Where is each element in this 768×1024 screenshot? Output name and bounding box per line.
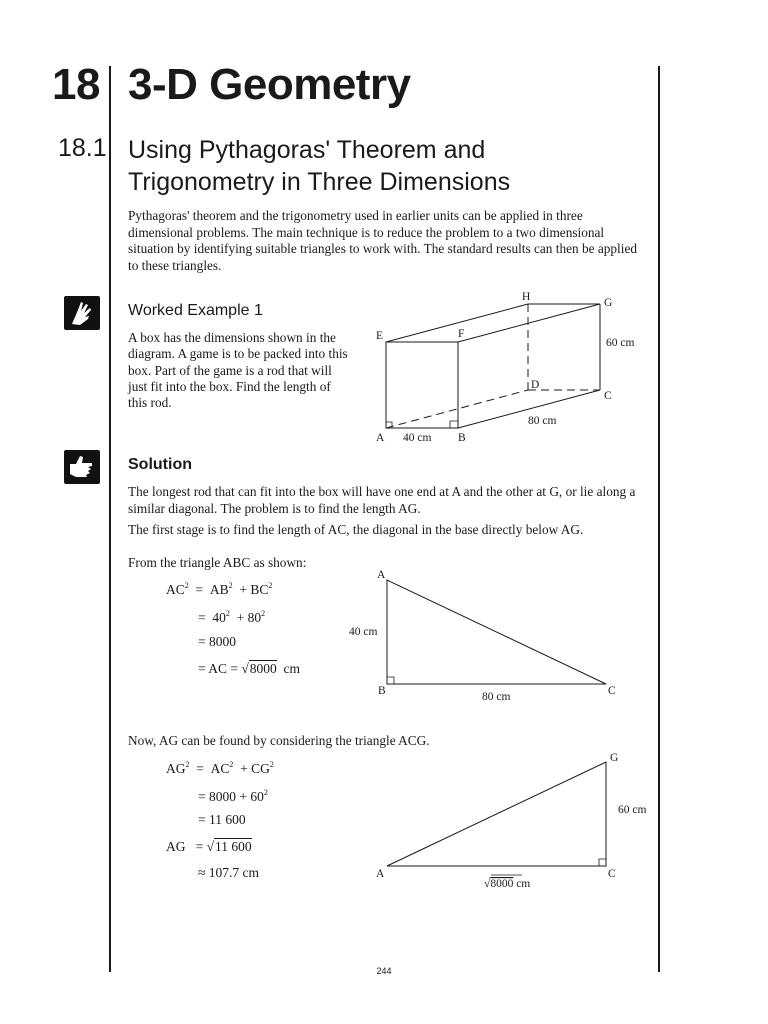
- triangle-acg-side-ac: √8000 cm: [484, 878, 531, 890]
- solution-paragraph-2: The first stage is to find the length of AC, the diagonal in the base directly below AG.: [128, 522, 584, 537]
- vertex-label-a: A: [376, 432, 385, 444]
- triangle-acg-side-ac-unit: cm: [516, 878, 531, 890]
- calc2-line-3: = 11 600: [198, 812, 246, 827]
- calc2-line-1: $AG^2 = AC^2 + CG^2$: [166, 760, 274, 776]
- triangle-abc-label-c: C: [608, 685, 616, 697]
- calc1-line-1: $AC^2 = AB^2 + BC^2$: [166, 581, 273, 597]
- dimension-label-ab: 40 cm: [403, 432, 432, 444]
- calc2-line-4: AG = √11 600: [166, 839, 252, 854]
- solution-paragraph-1: The longest rod that can fit into the box will have one end at A and the other at G, or lie along a similar diagonal. The problem is to find the length AG.: [128, 484, 636, 516]
- worked-example-text: A box has the dimensions shown in the diagram. A game is to be packed into this box. Part of the game is a rod that will just fit into the box. Find the length of this rod.: [128, 330, 348, 411]
- triangle-abc-label-a: A: [377, 569, 386, 581]
- triangle-abc-label-b: B: [378, 685, 386, 697]
- triangle-abc-diagram: [340, 562, 640, 708]
- triangle-abc-side-ab: 40 cm: [349, 626, 378, 638]
- chapter-number: 18: [52, 60, 100, 109]
- calc1-line-3: = 8000: [198, 634, 236, 649]
- intro-paragraph: Pythagoras' theorem and the trigonometry used in earlier units can be applied in three dimensional problems. The main technique is to reduce the problem to a two dimensional situation by identifying suitable triangles to work with. The standard results can then be applied to these triangles.: [128, 208, 637, 273]
- triangle-acg: [387, 762, 606, 866]
- right-angle-mark-acg: [599, 859, 606, 866]
- section-number: 18.1: [58, 134, 107, 162]
- dimension-label-bc: 80 cm: [528, 415, 557, 427]
- triangle-acg-side-ac-rad: 8000: [490, 878, 514, 890]
- worked-example-title: Worked Example 1: [128, 302, 263, 319]
- calc2-line-5: ≈ 107.7 cm: [198, 865, 260, 880]
- triangle-acg-label-g: G: [610, 752, 619, 764]
- dimension-label-cg: 60 cm: [606, 337, 635, 349]
- vertex-label-c: C: [604, 390, 612, 402]
- sqrt-8000: 8000: [249, 661, 277, 676]
- box-diagram: [360, 286, 660, 452]
- section-title: Using Pythagoras' Theorem and Trigonometry in Three Dimensions: [128, 136, 511, 196]
- calc1-line-2: = $40^2 + 80^2$: [198, 609, 266, 625]
- right-angle-mark-b: [450, 421, 458, 428]
- vertex-label-g: G: [604, 297, 613, 309]
- solution-title: Solution: [128, 456, 192, 473]
- page-number: 244: [376, 966, 392, 976]
- box-front-face: [386, 342, 458, 428]
- chapter-title: 3-D Geometry: [128, 60, 411, 109]
- triangle-acg-side-cg: 60 cm: [618, 804, 647, 816]
- triangle-abc: [387, 580, 606, 684]
- vertex-label-b: B: [458, 432, 466, 444]
- solution-paragraph-3: From the triangle ABC as shown:: [128, 555, 307, 570]
- right-angle-mark-abc: [387, 677, 394, 684]
- edge-eh: [386, 304, 528, 342]
- vertex-label-d: D: [531, 379, 540, 391]
- vertex-label-h: H: [522, 291, 531, 303]
- hidden-edge-ad: [386, 390, 528, 428]
- triangle-abc-side-bc: 80 cm: [482, 691, 511, 703]
- left-margin-rule: [109, 66, 111, 972]
- triangle-acg-label-c: C: [608, 868, 616, 880]
- triangle-acg-label-a: A: [376, 868, 385, 880]
- edge-fg: [458, 304, 600, 342]
- vertex-label-f: F: [458, 328, 465, 340]
- sqrt-11600: 11 600: [215, 839, 252, 854]
- solution-paragraph-4: Now, AG can be found by considering the triangle ACG.: [128, 733, 430, 748]
- calc2-line-2: = $8000 + 60^2$: [198, 788, 268, 804]
- worked-example-hand-icon: [64, 296, 100, 330]
- solution-hand-icon: [64, 450, 100, 484]
- triangle-acg-diagram: [360, 746, 660, 896]
- calc1-line-4: = AC = √8000 cm: [198, 661, 301, 676]
- vertex-label-e: E: [376, 330, 384, 342]
